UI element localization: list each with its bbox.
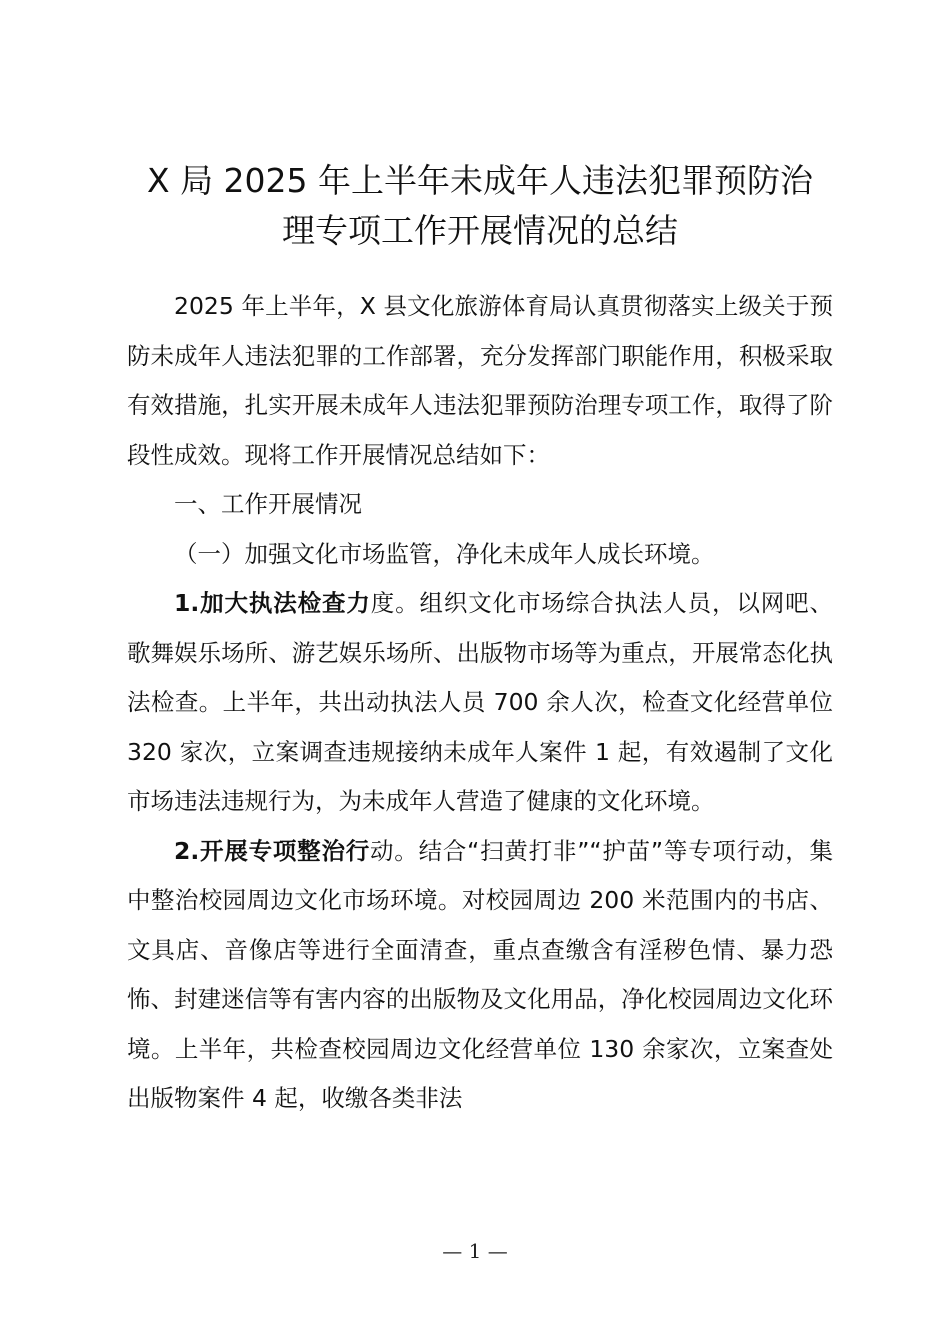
document-body xyxy=(127,282,833,1124)
item-1-lead: 1.加大执法检查力 xyxy=(174,589,371,617)
section-heading-1: 一、工作开展情况 xyxy=(174,490,362,518)
document-title xyxy=(110,156,850,256)
title-line-2: 理专项工作开展情况的总结 xyxy=(282,211,678,250)
page-number: — 1 — xyxy=(442,1239,508,1263)
item-1-paragraph xyxy=(127,579,833,827)
item-1-text: 度。组织文化市场综合执法人员，以网吧、歌舞娱乐场所、游艺娱乐场所、出版物市场等为重点，开展常态化执法检查。上半年，共出动执法人员 700 余人次，检查文化经营单位 320 家次，立案调查违规接纳未成年人案件 1 起，有效遏制了文化市场违法违规行为，为未成年人营造了健康的文化环境。 xyxy=(127,589,834,815)
item-2-paragraph xyxy=(127,827,833,1124)
title-line-1: X 局 2025 年上半年未成年人违法犯罪预防治 xyxy=(146,161,814,200)
item-2-text: 动。结合“扫黄打非”“护苗”等专项行动，集中整治校园周边文化市场环境。对校园周边 200 米范围内的书店、文具店、音像店等进行全面清查，重点查缴含有淫秽色情、暴力恐怖、封建迷信等有害内容的出版物及文化用品，净化校园周边文化环境。上半年，共检查校园周边文化经营单位 130 余家次，立案查处出版物案件 4 起，收缴各类非法 xyxy=(127,836,834,1112)
item-2-lead: 2.开展专项整治行 xyxy=(174,836,371,865)
subsection-heading-1-1: （一）加强文化市场监管，净化未成年人成长环境。 xyxy=(174,539,715,568)
intro-paragraph: 2025 年上半年，X 县文化旅游体育局认真贯彻落实上级关于预防未成年人违法犯罪的工作部署，充分发挥部门职能作用，积极采取有效措施，扎实开展未成年人违法犯罪预防治理专项工作，取得了阶段性成效。现将工作开展情况总结如下： xyxy=(127,292,833,469)
